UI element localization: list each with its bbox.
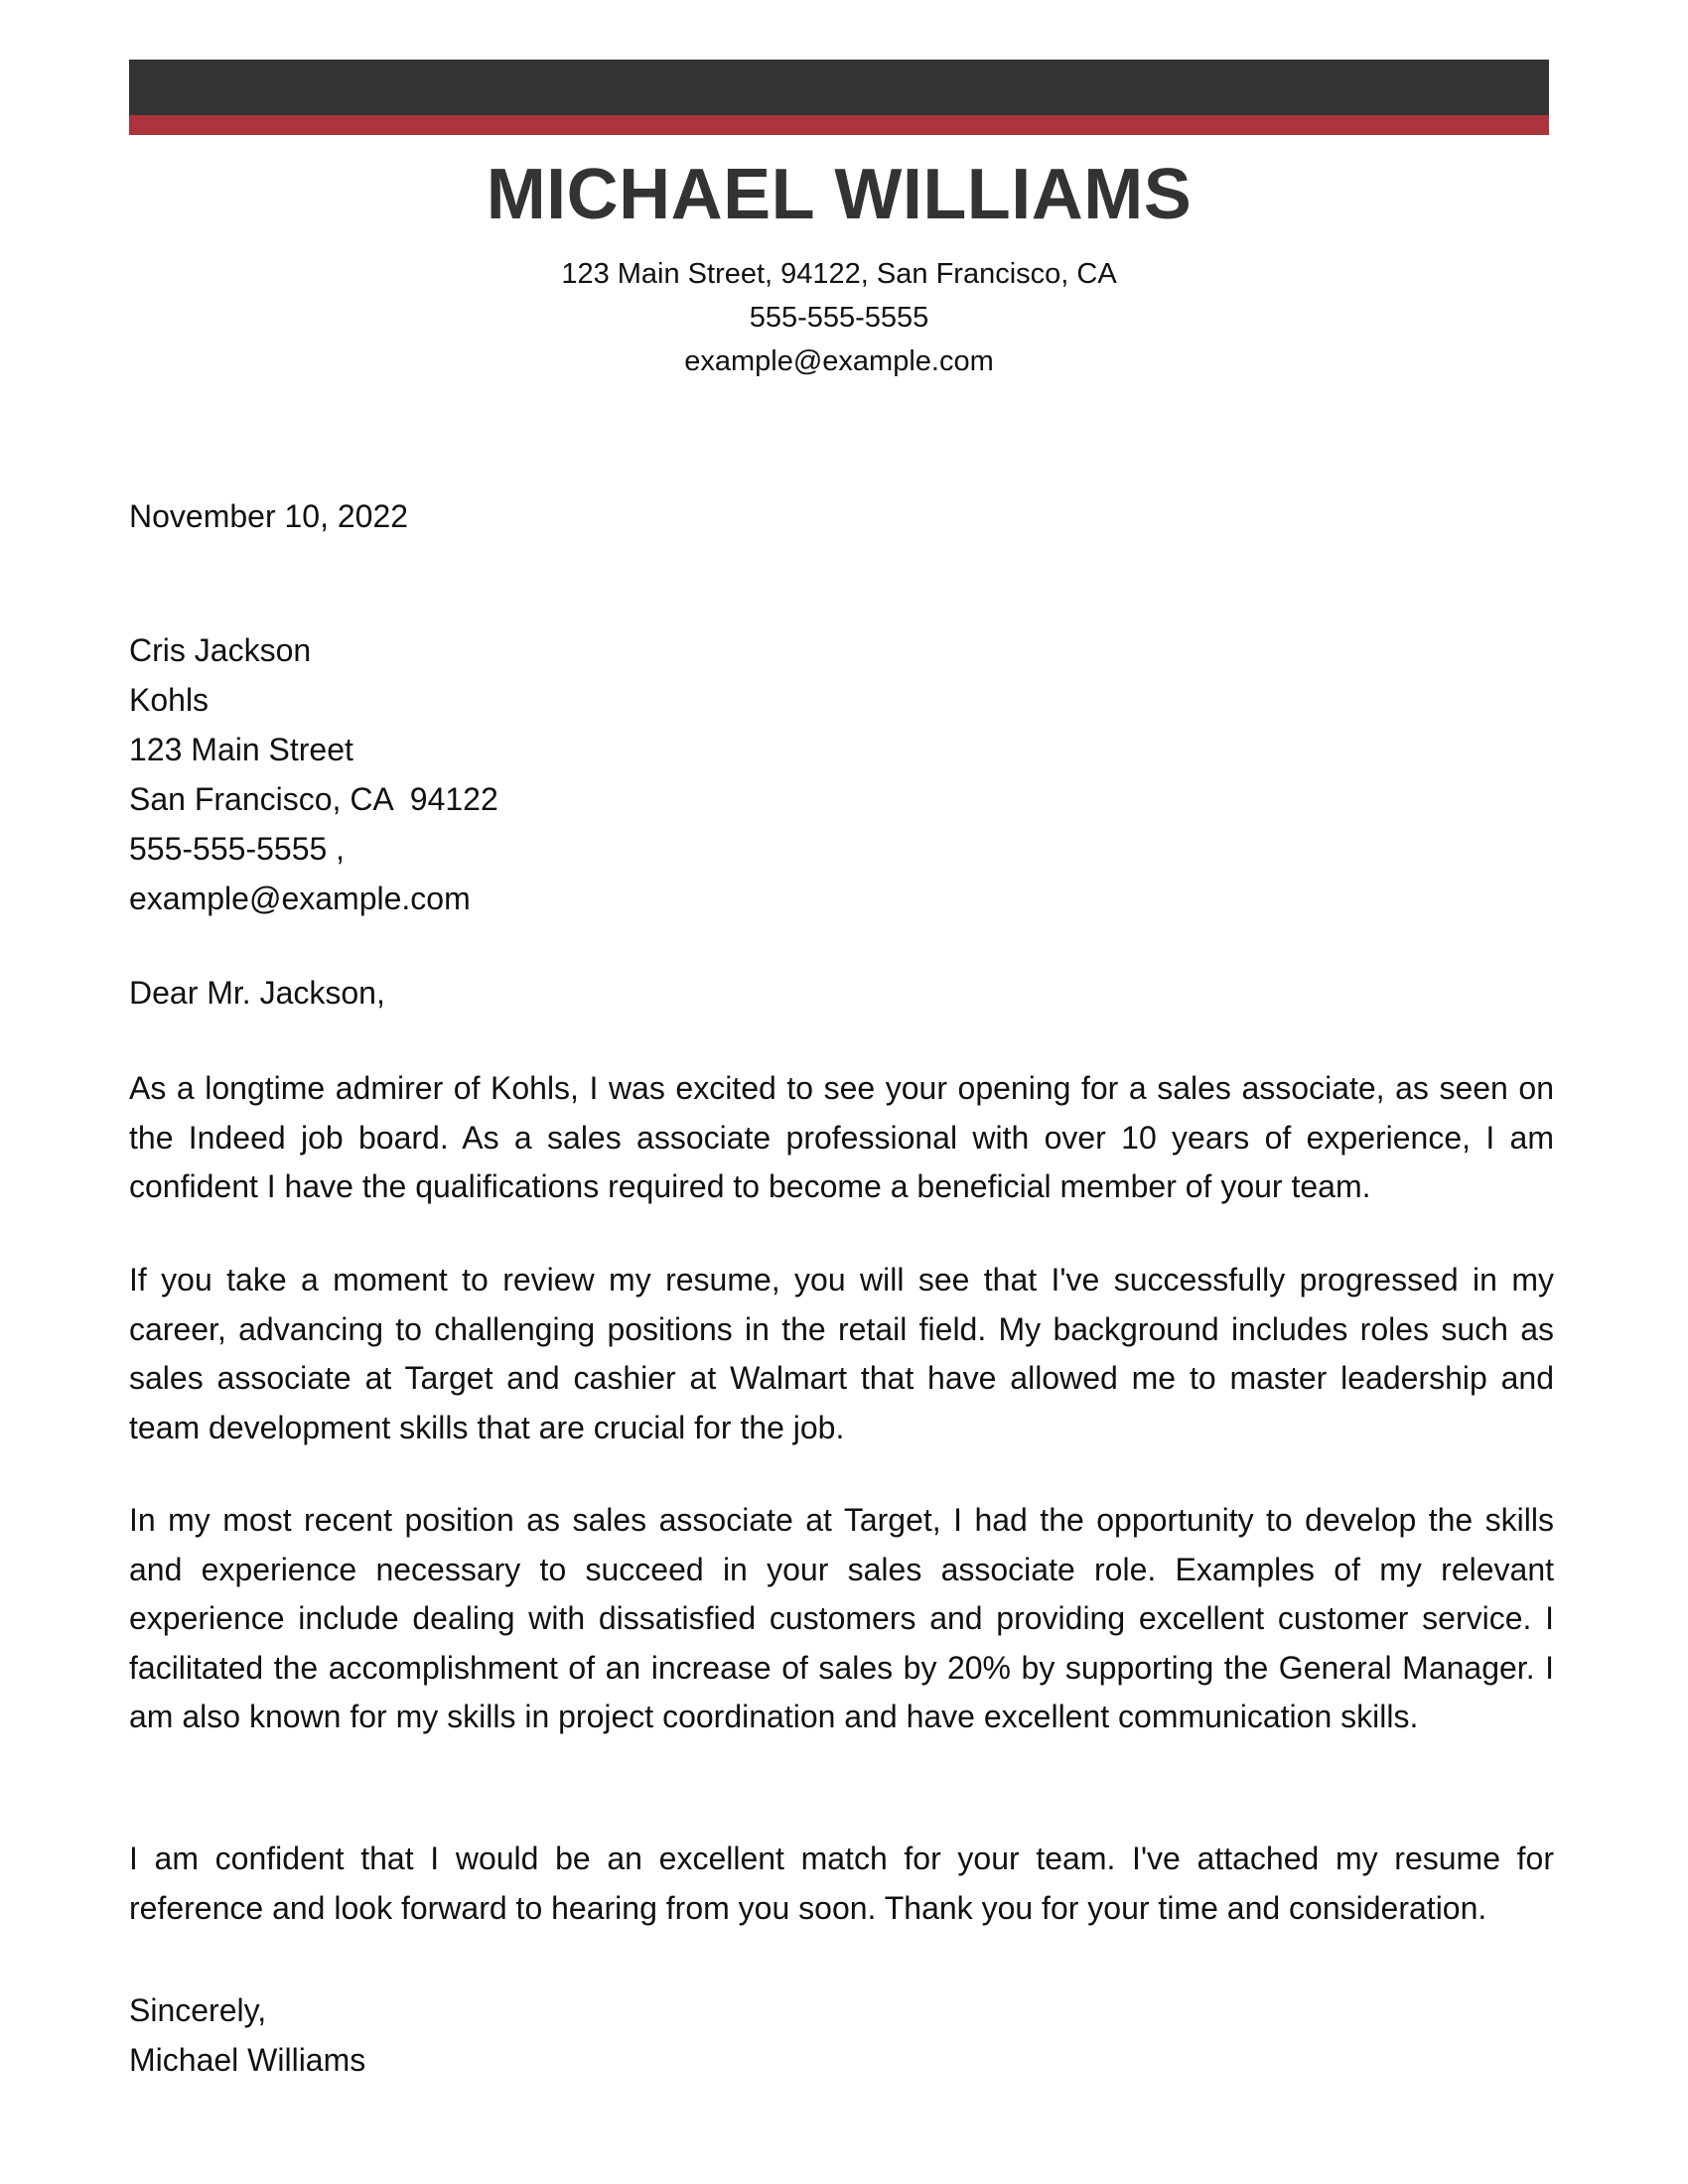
recipient-email: example@example.com [129, 881, 471, 916]
recipient-city: San Francisco, CA 94122 [129, 781, 498, 817]
letter-date: November 10, 2022 [129, 498, 409, 534]
body-paragraph: I am confident that I would be an excellent match for your team. I've attached my resume for reference and look forward to hearing from you soon. Thank you for your time and consideration. [129, 1841, 1554, 1926]
recipient-name: Cris Jackson [129, 632, 312, 668]
closing-block [129, 1985, 1554, 2085]
body-paragraph: In my most recent position as sales associate at Target, I had the opportunity to develop the skills and experience necessary to succeed in your sales associate role. Examples of my relevant experience include dealing with dissatisfied customers and providing excellent customer service. I facilitated the accomplishment of an increase of sales by 20% by supporting the General Manager. I am also known for my skills in project coordination and have excellent communication skills. [129, 1502, 1554, 1734]
recipient-company: Kohls [129, 682, 210, 718]
salutation: Dear Mr. Jackson, [129, 975, 385, 1011]
signature-name: Michael Williams [129, 2042, 366, 2078]
sender-name: MICHAEL WILLIAMS [486, 155, 1193, 234]
recipient-street: 123 Main Street [129, 732, 353, 767]
body-paragraph: If you take a moment to review my resume, you will see that I've successfully progressed in my career, advancing to challenging positions in the retail field. My background includes roles such as sales associate at Target and cashier at Walmart that have allowed me to master leadership and team development skills that are crucial for the job. [129, 1262, 1554, 1445]
recipient-block [129, 625, 1554, 923]
body-paragraph: As a longtime admirer of Kohls, I was excited to see your opening for a sales associate, as seen on the Indeed job board. As a sales associate professional with over 10 years of experience, I am confident I have the qualifications required to become a beneficial member of your team. [129, 1070, 1554, 1204]
recipient-phone: 555-555-5555 , [129, 831, 346, 867]
header-band-accent [129, 115, 1549, 135]
sender-address: 123 Main Street, 94122, San Francisco, CA [561, 258, 1117, 290]
closing-phrase: Sincerely, [129, 1992, 267, 2028]
sender-email: example@example.com [684, 345, 994, 377]
header-band-dark [129, 60, 1549, 115]
letterhead [129, 155, 1549, 383]
sender-contact [129, 252, 1549, 383]
sender-phone: 555-555-5555 [749, 302, 929, 334]
